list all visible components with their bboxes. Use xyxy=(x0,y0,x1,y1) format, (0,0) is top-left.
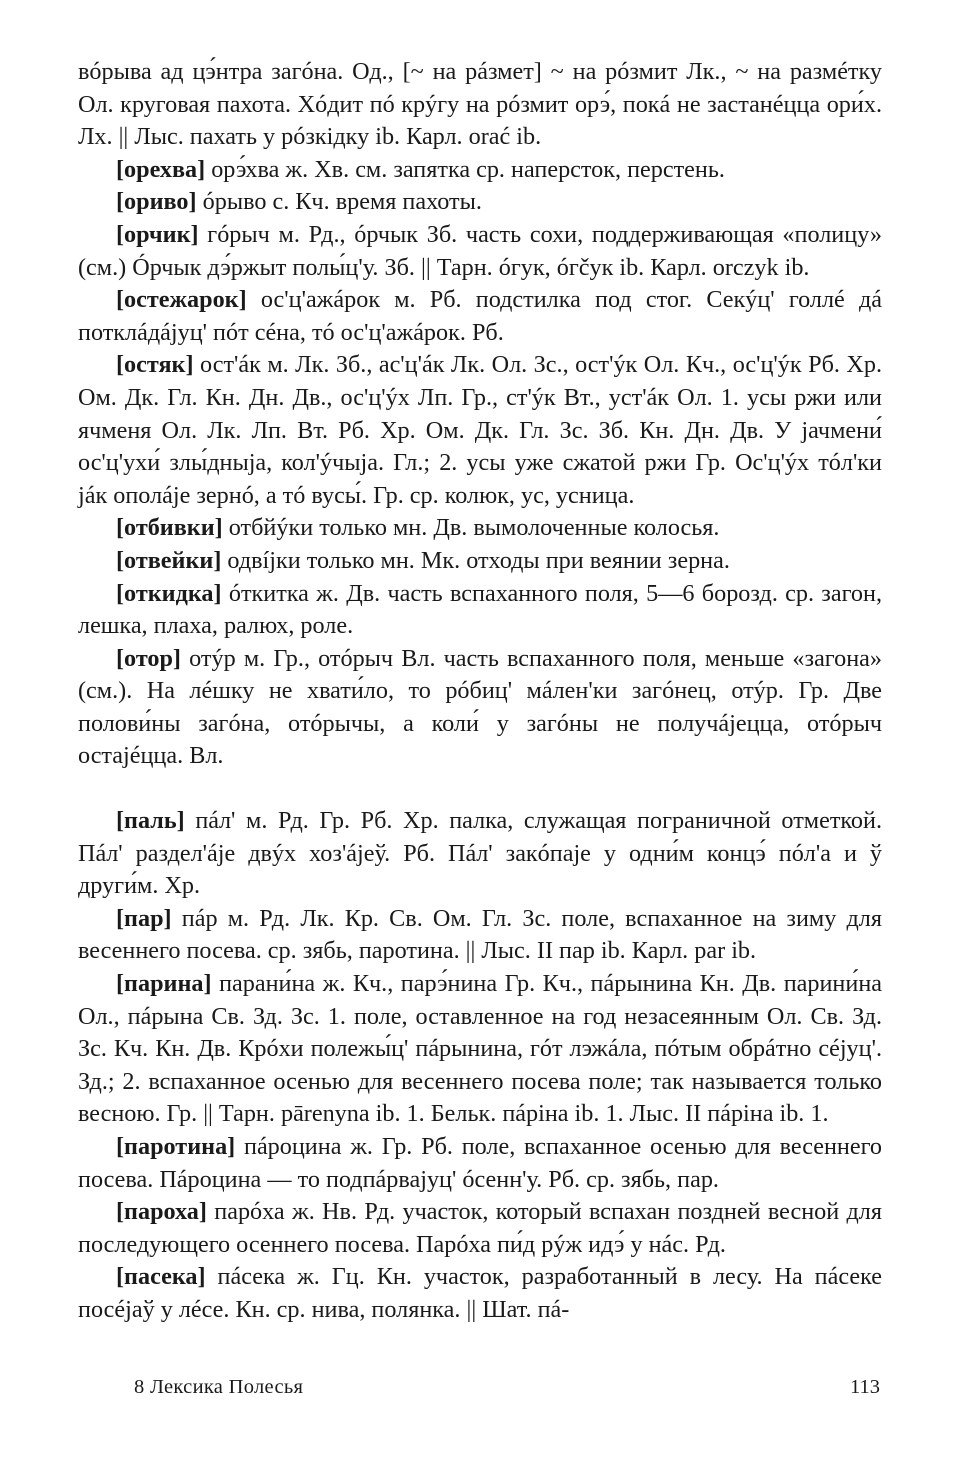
entry-body: одвíјки только мн. Мк. отходы при веянии зерна. xyxy=(227,546,730,574)
entry-body: отбйýки только мн. Дв. вымолоченные колосья. xyxy=(228,514,720,542)
entries-column xyxy=(78,56,882,1327)
entry-body: парани́на ж. Кч., парэ́нина Гр. Кч., пáрынина Кн. Дв. парини́на Ол., пáрына Св. Зд. Зс. 1. поле, оставленное на год незасеянным Ол. Св. Зд. Зс. Кч. Кн. Дв. Крóхи полежы́ц' пáрынина, гóт лэжáла, пóтым обрáтно сéјуц'. Зд.; 2. вспаханное осенью для весеннего посева поле; так называется только весною. Гр. || Тарн. pārenyna ib. 1. Бельк. пáріна ib. 1. Лыс. II пáріна ib. 1. xyxy=(78,970,883,1128)
entry-headword: [ориво] xyxy=(116,188,197,216)
entry-body: óрыво с. Кч. время пахоты. xyxy=(202,188,482,216)
entry-body: óткитка ж. Дв. часть вспаханного поля, 5—6 борозд. ср. загон, лешка, плаха, ралюх, роле. xyxy=(78,579,883,640)
entry-headword: [откидка] xyxy=(116,579,222,607)
entry-body: орэ́хва ж. Хв. см. запятка ср. наперсток, перстень. xyxy=(211,155,725,183)
entry xyxy=(78,1261,882,1326)
entry-body: ост'áк м. Лк. Зб., ас'ц'áк Лк. Ол. Зс., ост'ýк Ол. Кч., ос'ц'ýк Рб. Хр. Ом. Дк. Гл. Кн. Дн. Дв., ос'ц'ýх Лп. Гр., ст'ýк Вт., уст'áк Ол. 1. усы ржи или ячменя Ол. Лк. Лп. Вт. Рб. Хр. Ом. Дк. Гл. Зс. Зб. Кн. Дн. Дв. У јачмени́ ос'ц'ухи́ злы́дныја, кол'ýчыја. Гл.; 2. усы уже сжатой ржи Гр. Ос'ц'ýх тóл'ки јáк ополáје зернó, а тó вусы́. Гр. ср. колюк, ус, усница. xyxy=(78,351,882,509)
entry-body: пáроцина ж. Гр. Рб. поле, вспаханное осенью для весеннего посева. Пáроцина — то подпáрвајуц' óсенн'у. Рб. ср. зябь, пар. xyxy=(78,1133,882,1193)
entry-body: парóха ж. Нв. Рд. участок, который вспахан поздней весной для последующего осеннего посева. Парóха пи́д рýж идэ́ у нáс. Рд. xyxy=(78,1198,883,1258)
entry-headword: [отор] xyxy=(116,644,181,672)
entry-body: гóрыч м. Рд., óрчык Зб. часть сохи, поддерживающая «полицу» (см.) Óрчык дэ́ржыт полы́ц'у. Зб. || Тарн. óгук, óгčук ib. Карл. orczyk ib. xyxy=(78,220,882,281)
entry-continuation xyxy=(78,56,882,154)
entry-headword: [отвейки] xyxy=(116,546,222,574)
entry-body: пáсека ж. Гц. Кн. участок, разработанный в лесу. На пáсеке посéјаў у лéсе. Кн. ср. нива, полянка. || Шат. пá- xyxy=(78,1263,882,1323)
entry-body: отýр м. Гр., отóрыч Вл. часть вспаханного поля, меньше «загона» (см.). На лéшку не хвати́ло, то рóбиц' мáлен'ки загóнец, отýр. Гр. Две полови́ны загóна, отóрычы, а коли́ у загóны не получáјецца, отóрыч остајéцца. Вл. xyxy=(78,644,882,770)
entry-headword: [остежарок] xyxy=(116,286,247,314)
entry-headword: [орехва] xyxy=(116,155,206,183)
entry-headword: [отбивки] xyxy=(116,514,223,542)
entry xyxy=(78,186,882,219)
entry-body: пáл' м. Рд. Гр. Рб. Хр. палка, служащая пограничной отметкой. Пáл' раздел'áје двýх хоз'áјеў. Рб. Пáл' закóпаје у одни́м концэ́ пóл'а и ў други́м. Хр. xyxy=(78,807,883,900)
entry xyxy=(78,545,882,578)
entry xyxy=(78,1196,882,1261)
entry xyxy=(78,219,882,284)
entry-headword: [пасека] xyxy=(116,1263,206,1291)
entry xyxy=(78,154,882,187)
page-number: 113 xyxy=(850,1376,880,1398)
entry-headword: [орчик] xyxy=(116,220,199,248)
printer-signature: 8 Лексика Полесья xyxy=(134,1376,304,1398)
entry-body: пáр м. Рд. Лк. Кр. Св. Ом. Гл. Зс. поле, вспаханное на зиму для весеннего посева. ср. зябь, паротина. || Лыс. II пар ib. Карл. par ib. xyxy=(78,904,883,965)
entry-body: вóрыва ад цэ́нтра загóна. Од., [~ на рáзмет] ~ на рóзмит Лк., ~ на размéтку Ол. круговая пахота. Хóдит пó крýгу на рóзмит орэ́, покá не застанéцца ори́х. Лх. || Лыс. пахать у рóзкідку ib. Карл. orać ib. xyxy=(78,58,882,151)
entry xyxy=(78,643,882,773)
entry xyxy=(78,805,882,903)
entry-headword: [пар] xyxy=(116,904,172,932)
entry xyxy=(78,1131,882,1196)
entry xyxy=(78,284,882,349)
entry-headword: [парина] xyxy=(116,970,212,998)
entry-headword: [паль] xyxy=(116,807,185,835)
entry-headword: [пароха] xyxy=(116,1198,207,1226)
entry xyxy=(78,968,882,1131)
page-footer xyxy=(134,1376,880,1399)
entry xyxy=(78,578,882,643)
entry-headword: [паротина] xyxy=(116,1133,236,1160)
entry xyxy=(78,512,882,545)
entry xyxy=(78,349,882,512)
entry xyxy=(78,903,882,968)
entry-headword: [остяк] xyxy=(116,351,194,379)
entry-body: ос'ц'ажáрок м. Рб. подстилка под стог. Секýц' голлé дá потклáдáјуц' пóт сéна, тó ос'ц'ажáрок. Рб. xyxy=(78,286,883,346)
